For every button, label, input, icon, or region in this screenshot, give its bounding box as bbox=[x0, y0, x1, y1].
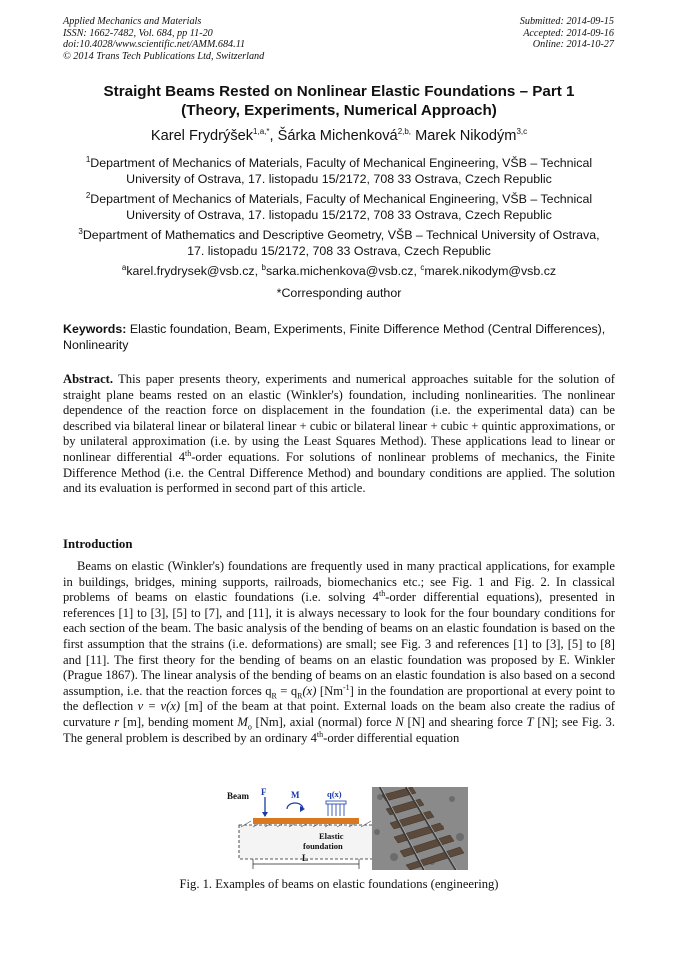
eq-symbol: q bbox=[265, 683, 272, 698]
eq-unit-sup: -1 bbox=[343, 682, 350, 692]
eq-unit: [Nm bbox=[316, 683, 343, 698]
email-link[interactable]: marek.nikodym@vsb.cz bbox=[424, 264, 557, 278]
railway-track-photo bbox=[372, 787, 468, 870]
intro-text: Beams on elastic (Winkler's) foundations are frequently used in many practical applications, for example in buildings, bridges, mining supports, railroads, biomechanics etc.; see Fig. 1 and Fig. 2. In classical problems of beams on elastic foundations (i.e. solving 4 bbox=[63, 559, 615, 605]
online-date: Online: 2014-10-27 bbox=[532, 39, 614, 51]
copyright: © 2014 Trans Tech Publications Ltd, Switzerland bbox=[63, 50, 265, 62]
abstract-sup: th bbox=[185, 448, 192, 458]
affiliation-line: 17. listopadu 15/2172, 708 33 Ostrava, Czech Republic bbox=[187, 243, 491, 258]
affiliation-3 bbox=[50, 228, 628, 259]
affiliation-line: University of Ostrava, 17. listopadu 15/2172, 708 33 Ostrava, Czech Republic bbox=[126, 207, 552, 222]
accepted-date: Accepted: 2014-09-16 bbox=[523, 27, 614, 39]
affiliation-1 bbox=[50, 156, 628, 187]
intro-text: [Nm], axial (normal) force bbox=[251, 714, 396, 729]
foundation-label: foundation bbox=[303, 841, 343, 851]
submitted-date: Submitted: 2014-09-15 bbox=[519, 16, 614, 27]
axial-force-symbol: N bbox=[395, 714, 404, 729]
eq-sub: R bbox=[271, 691, 277, 701]
affiliation-line: Department of Mathematics and Descriptive Geometry, VŠB – Technical University of Ostrava, bbox=[82, 228, 600, 242]
intro-text: [m] of the beam at that point. External loads on the beam also create the radius of curvature bbox=[63, 699, 615, 729]
abstract-label: Abstract. bbox=[63, 372, 114, 386]
abstract bbox=[63, 372, 615, 497]
length-label: L bbox=[302, 853, 309, 863]
radius-symbol: r bbox=[114, 714, 120, 729]
intro-sup: th bbox=[316, 729, 324, 739]
keywords bbox=[63, 322, 617, 353]
author-sup: 3,c bbox=[516, 127, 528, 137]
abstract-text: This paper presents theory, experiments and numerical approaches suitable for the solution of straight plane beams rested on an elastic (Winkler's) foundation, including nonlinearities. The nonlinear dependence of the reaction force on displacement in the foundation (i.e. the experimental data) can be described via bilateral linear or bilateral linear + cubic or bilateral linear + cubic + quintic approximations, or by unilateral approximation (i.e. by using the Least Squares Method). These applications lead to linear or nonlinear differential 4 bbox=[63, 372, 616, 464]
abstract-text: -order equations. For solutions of nonlinear problems of mechanics, the Finite Difference Method (i.e. the Central Difference Method) and boundary conditions are applied. The solution and its evaluation is performed in second part of this article. bbox=[63, 449, 615, 496]
distributed-load-label: q(x) bbox=[327, 789, 342, 799]
author-name: Karel Frydrýšek bbox=[150, 128, 254, 144]
email-sup: b bbox=[261, 262, 266, 272]
figure-caption: Fig. 1. Examples of beams on elastic foundations (engineering) bbox=[179, 877, 499, 891]
eq-arg: (x) bbox=[302, 683, 317, 698]
email-sup: c bbox=[420, 262, 425, 272]
keywords-label: Keywords: bbox=[63, 322, 127, 336]
affiliation-sup: 2 bbox=[85, 190, 91, 200]
intro-text: ] in the foundation are proportional at every point to the deflection bbox=[63, 683, 616, 714]
affiliation-sup: 1 bbox=[85, 154, 91, 164]
intro-text: [N]; see Fig. 3. The general problem is described by an ordinary 4 bbox=[63, 714, 615, 745]
affiliation-2 bbox=[50, 192, 628, 223]
eq-symbol: = q bbox=[276, 683, 298, 698]
intro-text: [m], bending moment bbox=[119, 714, 238, 729]
intro-text: [N] and shearing force bbox=[403, 714, 527, 729]
moment-label: M bbox=[291, 790, 300, 800]
eq-sub: R bbox=[297, 691, 303, 701]
reaction-equation bbox=[265, 682, 350, 701]
moment-sub: o bbox=[247, 722, 252, 732]
intro-text: -order differential equations), presented in references [1] to [3], [5] to [7], and [11], it is always necessary to look for the four boundary conditions for each section of the beam. The basic analysis of the bending of beams on an elastic foundation is based on the first assumption that the strains (i.e. deformations) are small; see Fig. 3 and references [1] to [3], [5] to [8] and [11]. The first theory for the bending of beams on an elastic foundation was proposed by E. Winkler (Prague 1867). The linear analysis of the bending of beams on an elastic foundation is also based on a second assumption, i.e. that the reaction forces bbox=[63, 590, 615, 698]
email-link[interactable]: karel.frydrysek@vsb.cz, bbox=[126, 264, 259, 278]
intro-text: -order differential equation bbox=[323, 730, 460, 745]
submission-dates bbox=[520, 16, 614, 51]
author-name: Šárka Michenková bbox=[277, 128, 398, 144]
author-name: Marek Nikodým bbox=[415, 128, 517, 144]
affiliation-line: Department of Mechanics of Materials, Faculty of Mechanical Engineering, VŠB – Technical bbox=[90, 192, 593, 206]
journal-name: Applied Mechanics and Materials bbox=[63, 16, 202, 27]
affiliation-line: Department of Mechanics of Materials, Faculty of Mechanical Engineering, VŠB – Technical bbox=[90, 156, 593, 170]
force-label: F bbox=[261, 787, 267, 797]
affiliation-sup: 3 bbox=[78, 226, 83, 236]
email-sup: a bbox=[121, 262, 127, 272]
elastic-label: Elastic bbox=[319, 831, 344, 841]
doi: doi:10.4028/www.scientific.net/AMM.684.11 bbox=[63, 39, 246, 51]
affiliation-line: University of Ostrava, 17. listopadu 15/2172, 708 33 Ostrava, Czech Republic bbox=[126, 171, 552, 186]
paper-title bbox=[40, 82, 638, 120]
author-sup: 1,a,* bbox=[253, 127, 270, 137]
intro-paragraph bbox=[63, 559, 615, 746]
title-line-2: (Theory, Experiments, Numerical Approach) bbox=[181, 102, 497, 119]
section-heading: Introduction bbox=[63, 537, 133, 551]
email-link[interactable]: sarka.michenkova@vsb.cz, bbox=[265, 264, 417, 278]
issn: ISSN: 1662-7482, Vol. 684, pp 11-20 bbox=[63, 27, 213, 39]
journal-info bbox=[63, 16, 264, 62]
beam-label: Beam bbox=[227, 791, 249, 801]
author-sup: 2,b, bbox=[397, 127, 412, 137]
intro-sup: th bbox=[378, 589, 386, 598]
beam-bar bbox=[253, 818, 359, 824]
corresponding-author: *Corresponding author bbox=[276, 286, 402, 300]
distributed-load-box bbox=[326, 801, 346, 804]
title-line-1: Straight Beams Rested on Nonlinear Elastic Foundations – Part 1 bbox=[103, 83, 575, 100]
author-list: Karel Frydrýšek$^{1,a,*}$, Šárka Michenková$^{2,b,}$ Marek Nikodým$^{3,c}$ bbox=[150, 127, 528, 144]
distributed-load-arrows bbox=[328, 804, 344, 816]
keywords-text: Elastic foundation, Beam, Experiments, Finite Difference Method (Central Differences), Nonlinearity bbox=[63, 322, 606, 352]
deflection-symbol: v = v(x) bbox=[137, 699, 181, 714]
author-emails bbox=[40, 264, 638, 278]
force-arrowhead bbox=[262, 812, 268, 817]
moment-symbol: M bbox=[237, 714, 248, 729]
shear-force-symbol: T bbox=[526, 714, 534, 729]
